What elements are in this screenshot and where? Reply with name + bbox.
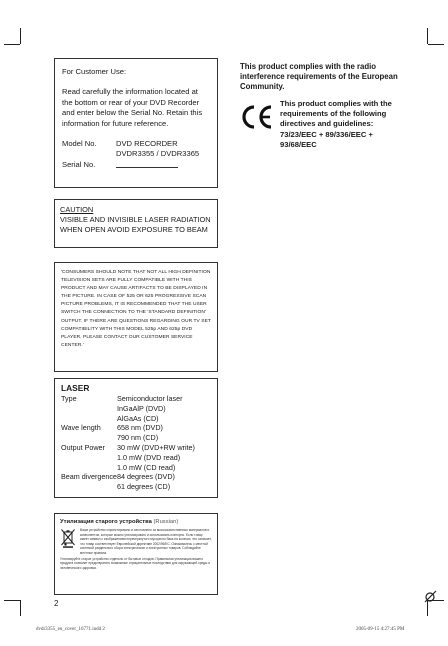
crop-mark	[20, 600, 21, 616]
crop-mark	[4, 600, 20, 601]
laser-spec-value: 1.0 mW (CD read)	[117, 462, 176, 472]
model-row	[62, 139, 210, 160]
caution-box	[54, 199, 218, 248]
laser-spec-key: Type	[61, 394, 77, 403]
disposal-box	[54, 513, 218, 595]
ce-compliance-text: This product complies with the requirements of the following directives and guidelines: 73/23/EEC + 89/336/EEC + 93/68/EEC	[280, 99, 392, 149]
serial-row	[62, 160, 210, 170]
eu-compliance-heading: This product complies with the radio interference requirements of the European Community.	[240, 62, 398, 92]
crop-mark	[4, 44, 20, 45]
model-value-line-2: DVDR3355 / DVDR3365	[116, 149, 200, 159]
laser-spec-key	[61, 482, 117, 492]
crop-mark	[427, 28, 428, 44]
footer-timestamp: 2005-09-15 4:27:45 PM	[356, 627, 405, 632]
laser-spec-value: 790 nm (CD)	[117, 433, 159, 443]
footer-filename: dvdr3355_eu_cover_16771.indd 2	[36, 627, 105, 632]
customer-use-box	[54, 58, 218, 188]
disposal-title: Утилизация старого устройства	[60, 519, 152, 525]
laser-spec-value: 1.0 mW (DVD read)	[117, 452, 181, 462]
customer-heading: For Customer Use:	[62, 67, 127, 76]
consumers-notice-box	[54, 262, 218, 372]
laser-spec-row	[61, 482, 211, 492]
laser-spec-box	[54, 378, 218, 498]
page-number: 2	[54, 599, 59, 608]
laser-spec-row	[61, 394, 211, 404]
laser-spec-key	[61, 433, 117, 443]
laser-spec-value: 30 mW (DVD+RW write)	[117, 442, 195, 452]
caution-title: CAUTION	[60, 205, 94, 214]
disposal-title-line	[60, 518, 212, 526]
laser-spec-row	[61, 404, 211, 414]
laser-spec-row	[61, 443, 211, 453]
crossed-out-wheelie-bin-icon	[60, 528, 76, 548]
laser-spec-key: Output Power	[61, 442, 105, 452]
disposal-body	[60, 528, 212, 556]
laser-spec-row	[61, 472, 211, 482]
registration-mark-icon	[423, 589, 437, 603]
laser-spec-row	[61, 414, 211, 424]
crop-mark	[20, 28, 21, 44]
crop-mark	[428, 44, 444, 45]
laser-spec-row	[61, 423, 211, 433]
laser-spec-key	[61, 414, 117, 424]
consumers-notice-text: 'CONSUMERS SHOULD NOTE THAT NOT ALL HIGH DEFINITION TELEVISION SETS ARE FULLY COMPATIBLE WITH THIS PRODUCT AND MAY CAUSE ARTIFACTS TO BE DISPLAYED IN THE PICTURE. IN CASE OF 525 OR 625 PROGRESSIVE SCAN PICTURE PROBLEMS, IT IS RECOMMENDED THAT THE USER SWITCH THE CONNECTION TO THE 'STANDARD DEFINITION' OUTPUT. IF THERE ARE QUESTIONS REGARDING OUR TV SET COMPATIBILITY WITH THIS MODEL 525p AND 625p DVD PLAYER, PLEASE CONTACT OUR CUSTOMER SERVICE CENTER.'	[61, 270, 211, 348]
laser-spec-value: 61 degrees (CD)	[117, 482, 171, 492]
laser-spec-key	[61, 463, 117, 473]
laser-spec-key	[61, 404, 117, 414]
customer-instructions: Read carefully the information located at the bottom or rear of your DVD Recorder and enter below the Serial No. Retain this information for future reference.	[62, 87, 203, 128]
laser-spec-table	[61, 394, 211, 492]
laser-spec-value: 84 degrees (DVD)	[117, 472, 175, 482]
laser-spec-key: Wave length	[61, 423, 101, 433]
laser-spec-value: 658 nm (DVD)	[117, 423, 163, 433]
disposal-full-text: Утилизируйте старое устройство отдельно от бытовых отходов. Правильная утилизация вашего продукта позволит предотвратить возможные отрицательные последствия для окружающей среды и человеческого здоровья.	[60, 556, 210, 570]
laser-spec-row	[61, 463, 211, 473]
caution-text: VISIBLE AND INVISIBLE LASER RADIATION WHEN OPEN AVOID EXPOSURE TO BEAM	[60, 214, 211, 234]
ce-mark-icon	[240, 104, 274, 130]
disposal-language: (Russian)	[153, 519, 179, 525]
disposal-side-text: Ваше устройство спроектировано и изготовлено из высококачественных материалов и компонентов, которые можно утилизировать и использовать повторно. Если товар имеет символ с изображением перечеркнутого мусорного бака на колесах, это означает, что товар соответствует Европейской директиве 2002/96/EC. Ознакомьтесь с местной системой раздельного сбора электрических и электронных товаров. Соблюдайте местные правила.	[80, 528, 212, 555]
serial-blank-line	[116, 160, 178, 168]
laser-spec-row	[61, 453, 211, 463]
laser-spec-value: InGaAlP (DVD)	[117, 403, 166, 413]
model-label: Model No.	[62, 139, 97, 149]
laser-spec-value: AlGaAs (CD)	[117, 413, 159, 423]
laser-spec-key: Beam divergence	[61, 472, 117, 482]
laser-spec-value: Semiconductor laser	[117, 394, 183, 403]
serial-label: Serial No.	[62, 159, 96, 169]
laser-spec-key	[61, 453, 117, 463]
ce-compliance-block	[240, 99, 410, 150]
laser-spec-row	[61, 433, 211, 443]
laser-title: LASER	[61, 383, 90, 393]
model-value	[116, 139, 199, 160]
model-value-line-1: DVD RECORDER	[116, 139, 178, 149]
